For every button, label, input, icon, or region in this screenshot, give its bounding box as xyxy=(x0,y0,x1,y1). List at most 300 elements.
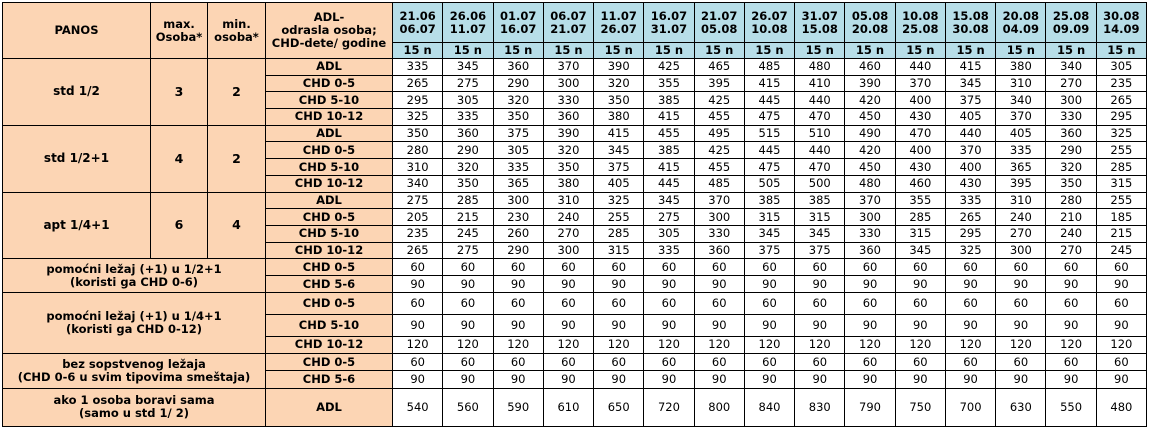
period-nights: 15 n xyxy=(1046,43,1096,59)
price-cell: 90 xyxy=(996,276,1046,293)
price-cell: 505 xyxy=(744,175,794,192)
price-cell: 425 xyxy=(694,142,744,159)
price-cell: 405 xyxy=(594,175,644,192)
price-cell: 345 xyxy=(443,59,493,76)
price-cell: 90 xyxy=(845,315,895,337)
price-cell: 355 xyxy=(644,75,694,92)
price-cell: 60 xyxy=(543,353,593,371)
price-cell: 335 xyxy=(493,159,543,176)
period-from: 15.08 xyxy=(952,8,989,23)
price-cell: 275 xyxy=(393,192,443,209)
price-cell: 315 xyxy=(895,225,945,242)
price-cell: 90 xyxy=(996,371,1046,389)
price-cell: 310 xyxy=(996,192,1046,209)
price-cell: 60 xyxy=(996,293,1046,315)
price-cell: 90 xyxy=(945,371,995,389)
price-cell: 445 xyxy=(644,175,694,192)
price-cell: 400 xyxy=(945,159,995,176)
period-to: 31.07 xyxy=(650,21,688,36)
price-cell: 345 xyxy=(644,192,694,209)
price-cell: 315 xyxy=(1096,175,1146,192)
price-cell: 280 xyxy=(1046,192,1096,209)
price-cell: 60 xyxy=(543,259,593,276)
price-cell: 295 xyxy=(393,92,443,109)
price-cell: 540 xyxy=(393,388,443,426)
period-from: 05.08 xyxy=(851,8,889,23)
price-cell: 280 xyxy=(393,142,443,159)
price-cell: 90 xyxy=(845,371,895,389)
table-row xyxy=(3,59,1147,76)
price-cell: 90 xyxy=(744,276,794,293)
table-row xyxy=(3,388,1147,426)
price-cell: 60 xyxy=(1096,293,1146,315)
room-type-cell: std 1/2 xyxy=(3,59,151,126)
price-cell: 330 xyxy=(694,225,744,242)
price-cell: 390 xyxy=(543,125,593,142)
price-cell: 240 xyxy=(996,209,1046,226)
period-nights: 15 n xyxy=(543,43,593,59)
price-cell: 60 xyxy=(443,353,493,371)
price-cell: 90 xyxy=(493,371,543,389)
category-cell: CHD 0-5 xyxy=(266,293,393,315)
price-cell: 485 xyxy=(694,175,744,192)
price-cell: 90 xyxy=(996,315,1046,337)
price-cell: 60 xyxy=(845,293,895,315)
price-cell: 485 xyxy=(744,59,794,76)
category-cell: CHD 10-12 xyxy=(266,242,393,259)
extra-label-line: (koristi ga CHD 0-6) xyxy=(69,274,199,289)
period-to: 10.08 xyxy=(751,21,788,36)
period-to: 16.07 xyxy=(499,21,537,36)
price-cell: 60 xyxy=(895,293,945,315)
price-cell: 375 xyxy=(744,242,794,259)
price-cell: 300 xyxy=(1046,92,1096,109)
price-cell: 410 xyxy=(795,75,845,92)
price-cell: 90 xyxy=(795,276,845,293)
price-cell: 400 xyxy=(895,142,945,159)
period-dates xyxy=(443,3,493,43)
room-type-cell: apt 1/4+1 xyxy=(3,192,151,259)
price-cell: 630 xyxy=(996,388,1046,426)
price-cell: 360 xyxy=(845,242,895,259)
price-cell: 300 xyxy=(493,192,543,209)
price-cell: 345 xyxy=(795,225,845,242)
price-cell: 415 xyxy=(594,125,644,142)
period-from: 26.07 xyxy=(751,8,788,23)
price-cell: 230 xyxy=(493,209,543,226)
price-cell: 405 xyxy=(996,125,1046,142)
price-cell: 245 xyxy=(1096,242,1146,259)
price-cell: 90 xyxy=(694,371,744,389)
price-cell: 90 xyxy=(1046,371,1096,389)
price-cell: 590 xyxy=(493,388,543,426)
price-cell: 420 xyxy=(845,142,895,159)
price-cell: 370 xyxy=(543,59,593,76)
price-cell: 320 xyxy=(493,92,543,109)
price-cell: 500 xyxy=(795,175,845,192)
price-cell: 310 xyxy=(393,159,443,176)
extra-label-line: (koristi ga CHD 0-12) xyxy=(65,322,203,336)
price-cell: 60 xyxy=(895,353,945,371)
price-cell: 60 xyxy=(493,259,543,276)
price-cell: 430 xyxy=(945,175,995,192)
price-cell: 510 xyxy=(795,125,845,142)
price-cell: 385 xyxy=(644,92,694,109)
price-cell: 270 xyxy=(996,225,1046,242)
category-cell: CHD 10-12 xyxy=(266,109,393,126)
price-cell: 90 xyxy=(1096,276,1146,293)
price-cell: 385 xyxy=(795,192,845,209)
price-cell: 60 xyxy=(493,293,543,315)
price-cell: 375 xyxy=(795,242,845,259)
category-cell: CHD 0-5 xyxy=(266,75,393,92)
price-cell: 290 xyxy=(1046,142,1096,159)
price-cell: 480 xyxy=(1096,388,1146,426)
price-cell: 470 xyxy=(895,125,945,142)
price-cell: 255 xyxy=(594,209,644,226)
category-cell: CHD 5-10 xyxy=(266,92,393,109)
price-cell: 290 xyxy=(493,75,543,92)
period-from: 06.07 xyxy=(550,8,587,23)
price-cell: 90 xyxy=(744,371,794,389)
price-cell: 290 xyxy=(493,242,543,259)
price-cell: 60 xyxy=(1046,293,1096,315)
period-to: 30.08 xyxy=(952,21,989,36)
price-cell: 120 xyxy=(845,336,895,353)
price-cell: 90 xyxy=(795,371,845,389)
period-to: 21.07 xyxy=(550,21,587,36)
price-cell: 415 xyxy=(644,159,694,176)
price-cell: 360 xyxy=(443,125,493,142)
price-cell: 60 xyxy=(543,293,593,315)
price-cell: 285 xyxy=(1096,159,1146,176)
price-cell: 60 xyxy=(694,353,744,371)
price-cell: 120 xyxy=(393,336,443,353)
category-cell: CHD 0-5 xyxy=(266,209,393,226)
period-from: 10.08 xyxy=(902,8,939,23)
price-cell: 205 xyxy=(393,209,443,226)
price-cell: 320 xyxy=(543,142,593,159)
header-row xyxy=(3,3,1147,43)
price-cell: 285 xyxy=(895,209,945,226)
header-category-line: CHD-dete/ godine xyxy=(271,35,387,50)
price-cell: 380 xyxy=(543,175,593,192)
extra-label-line: ako 1 osoba boravi sama xyxy=(53,393,215,408)
price-cell: 375 xyxy=(594,159,644,176)
room-type-cell: std 1/2+1 xyxy=(3,125,151,192)
price-cell: 90 xyxy=(594,315,644,337)
price-cell: 120 xyxy=(694,336,744,353)
price-cell: 470 xyxy=(795,159,845,176)
price-cell: 285 xyxy=(594,225,644,242)
table-row xyxy=(3,192,1147,209)
price-cell: 90 xyxy=(694,276,744,293)
price-cell: 450 xyxy=(845,109,895,126)
category-cell: ADL xyxy=(266,125,393,142)
price-cell: 185 xyxy=(1096,209,1146,226)
price-cell: 420 xyxy=(845,92,895,109)
price-cell: 455 xyxy=(644,125,694,142)
price-cell: 345 xyxy=(945,75,995,92)
price-cell: 235 xyxy=(393,225,443,242)
price-cell: 550 xyxy=(1046,388,1096,426)
price-cell: 455 xyxy=(694,159,744,176)
price-cell: 90 xyxy=(895,371,945,389)
price-cell: 60 xyxy=(493,353,543,371)
price-cell: 415 xyxy=(744,75,794,92)
price-cell: 305 xyxy=(443,92,493,109)
price-cell: 395 xyxy=(694,75,744,92)
period-from: 11.07 xyxy=(600,8,637,23)
price-cell: 90 xyxy=(393,315,443,337)
price-cell: 90 xyxy=(845,276,895,293)
header-max-line: max. xyxy=(163,16,195,31)
price-cell: 275 xyxy=(644,209,694,226)
price-cell: 60 xyxy=(744,293,794,315)
category-cell: CHD 0-5 xyxy=(266,353,393,371)
price-cell: 450 xyxy=(845,159,895,176)
category-cell: CHD 5-10 xyxy=(266,315,393,337)
price-cell: 265 xyxy=(393,75,443,92)
price-cell: 60 xyxy=(1046,259,1096,276)
price-cell: 265 xyxy=(1096,92,1146,109)
price-cell: 350 xyxy=(1046,175,1096,192)
category-cell: CHD 5-6 xyxy=(266,371,393,389)
max-persons-cell: 6 xyxy=(151,192,208,259)
price-cell: 325 xyxy=(1096,125,1146,142)
extra-label-line: pomoćni ležaj (+1) u 1/2+1 xyxy=(46,261,222,276)
category-cell: CHD 0-5 xyxy=(266,142,393,159)
price-cell: 315 xyxy=(594,242,644,259)
period-nights: 15 n xyxy=(895,43,945,59)
price-cell: 440 xyxy=(795,92,845,109)
price-cell: 325 xyxy=(945,242,995,259)
period-to: 06.07 xyxy=(399,21,436,36)
price-cell: 315 xyxy=(795,209,845,226)
price-cell: 515 xyxy=(744,125,794,142)
period-nights: 15 n xyxy=(443,43,493,59)
price-cell: 270 xyxy=(543,225,593,242)
period-nights: 15 n xyxy=(644,43,694,59)
price-cell: 445 xyxy=(744,92,794,109)
price-cell: 60 xyxy=(795,353,845,371)
max-persons-cell: 3 xyxy=(151,59,208,126)
price-cell: 60 xyxy=(443,259,493,276)
price-cell: 360 xyxy=(1046,125,1096,142)
category-cell: ADL xyxy=(266,388,393,426)
period-dates xyxy=(996,3,1046,43)
period-dates xyxy=(493,3,543,43)
price-cell: 335 xyxy=(443,109,493,126)
price-cell: 60 xyxy=(945,259,995,276)
price-cell: 90 xyxy=(443,315,493,337)
category-cell: ADL xyxy=(266,192,393,209)
category-cell: CHD 5-6 xyxy=(266,276,393,293)
price-cell: 120 xyxy=(744,336,794,353)
price-cell: 610 xyxy=(543,388,593,426)
price-cell: 390 xyxy=(845,75,895,92)
price-cell: 385 xyxy=(744,192,794,209)
period-nights: 15 n xyxy=(795,43,845,59)
price-cell: 285 xyxy=(443,192,493,209)
price-cell: 90 xyxy=(644,276,694,293)
period-dates xyxy=(694,3,744,43)
table-row xyxy=(3,293,1147,315)
period-nights: 15 n xyxy=(845,43,895,59)
price-cell: 325 xyxy=(393,109,443,126)
price-cell: 90 xyxy=(594,276,644,293)
price-cell: 90 xyxy=(1046,276,1096,293)
period-dates xyxy=(895,3,945,43)
price-cell: 300 xyxy=(845,209,895,226)
price-cell: 60 xyxy=(845,259,895,276)
category-cell: CHD 0-5 xyxy=(266,259,393,276)
price-cell: 60 xyxy=(644,259,694,276)
price-cell: 270 xyxy=(1046,75,1096,92)
price-cell: 120 xyxy=(493,336,543,353)
period-dates xyxy=(594,3,644,43)
price-cell: 345 xyxy=(744,225,794,242)
price-cell: 235 xyxy=(1096,75,1146,92)
period-dates xyxy=(795,3,845,43)
price-cell: 300 xyxy=(694,209,744,226)
price-cell: 345 xyxy=(895,242,945,259)
period-nights: 15 n xyxy=(1096,43,1146,59)
price-cell: 120 xyxy=(996,336,1046,353)
price-cell: 305 xyxy=(1096,59,1146,76)
price-cell: 750 xyxy=(895,388,945,426)
price-cell: 305 xyxy=(493,142,543,159)
period-to: 11.07 xyxy=(449,21,487,36)
price-cell: 430 xyxy=(895,159,945,176)
category-cell: CHD 5-10 xyxy=(266,159,393,176)
period-nights: 15 n xyxy=(996,43,1046,59)
price-cell: 90 xyxy=(543,315,593,337)
min-persons-cell: 2 xyxy=(208,125,266,192)
price-cell: 425 xyxy=(644,59,694,76)
min-persons-cell: 2 xyxy=(208,59,266,126)
extra-label-line: (samo u std 1/ 2) xyxy=(79,406,189,421)
price-cell: 270 xyxy=(1046,242,1096,259)
price-cell: 380 xyxy=(594,109,644,126)
price-cell: 60 xyxy=(1046,353,1096,371)
period-to: 05.08 xyxy=(701,21,738,36)
period-to: 04.09 xyxy=(1002,21,1040,36)
price-cell: 345 xyxy=(594,142,644,159)
price-cell: 370 xyxy=(694,192,744,209)
period-from: 20.08 xyxy=(1002,8,1040,23)
period-dates xyxy=(845,3,895,43)
price-cell: 370 xyxy=(945,142,995,159)
period-to: 09.09 xyxy=(1052,21,1090,36)
price-cell: 275 xyxy=(443,75,493,92)
header-category-line: odrasla osoba; xyxy=(281,23,377,38)
price-cell: 90 xyxy=(443,371,493,389)
period-from: 16.07 xyxy=(650,8,688,23)
price-cell: 60 xyxy=(795,293,845,315)
period-dates xyxy=(393,3,443,43)
price-cell: 120 xyxy=(795,336,845,353)
price-cell: 790 xyxy=(845,388,895,426)
price-cell: 300 xyxy=(996,242,1046,259)
price-cell: 60 xyxy=(393,293,443,315)
price-cell: 390 xyxy=(594,59,644,76)
price-cell: 460 xyxy=(845,59,895,76)
price-cell: 60 xyxy=(694,293,744,315)
header-max-persons xyxy=(151,3,208,59)
price-cell: 60 xyxy=(694,259,744,276)
price-cell: 350 xyxy=(594,92,644,109)
price-cell: 325 xyxy=(594,192,644,209)
price-cell: 370 xyxy=(845,192,895,209)
period-nights: 15 n xyxy=(694,43,744,59)
price-cell: 120 xyxy=(644,336,694,353)
price-cell: 475 xyxy=(744,109,794,126)
price-cell: 90 xyxy=(443,276,493,293)
period-dates xyxy=(1096,3,1146,43)
table-row xyxy=(3,259,1147,276)
price-cell: 275 xyxy=(443,242,493,259)
price-cell: 120 xyxy=(1046,336,1096,353)
price-cell: 60 xyxy=(594,259,644,276)
price-cell: 60 xyxy=(895,259,945,276)
price-cell: 120 xyxy=(543,336,593,353)
category-cell: ADL xyxy=(266,59,393,76)
price-cell: 295 xyxy=(945,225,995,242)
price-cell: 375 xyxy=(493,125,543,142)
period-nights: 15 n xyxy=(945,43,995,59)
price-cell: 245 xyxy=(443,225,493,242)
price-cell: 415 xyxy=(945,59,995,76)
price-cell: 460 xyxy=(895,175,945,192)
price-cell: 60 xyxy=(1096,259,1146,276)
period-from: 30.08 xyxy=(1103,8,1140,23)
price-cell: 380 xyxy=(996,59,1046,76)
price-cell: 830 xyxy=(795,388,845,426)
price-cell: 445 xyxy=(744,142,794,159)
price-cell: 60 xyxy=(744,353,794,371)
price-cell: 260 xyxy=(493,225,543,242)
price-cell: 290 xyxy=(443,142,493,159)
period-nights: 15 n xyxy=(594,43,644,59)
price-cell: 440 xyxy=(795,142,845,159)
price-cell: 320 xyxy=(594,75,644,92)
price-cell: 60 xyxy=(594,293,644,315)
price-cell: 60 xyxy=(393,353,443,371)
min-persons-cell: 4 xyxy=(208,192,266,259)
period-nights: 15 n xyxy=(393,43,443,59)
price-cell: 720 xyxy=(644,388,694,426)
price-cell: 90 xyxy=(493,276,543,293)
price-cell: 300 xyxy=(543,75,593,92)
price-cell: 335 xyxy=(945,192,995,209)
period-dates xyxy=(543,3,593,43)
price-cell: 295 xyxy=(1096,109,1146,126)
price-cell: 90 xyxy=(594,371,644,389)
period-dates xyxy=(644,3,694,43)
price-cell: 335 xyxy=(644,242,694,259)
price-cell: 90 xyxy=(945,315,995,337)
price-cell: 60 xyxy=(644,353,694,371)
price-cell: 90 xyxy=(744,315,794,337)
header-min-line: osoba* xyxy=(214,29,259,44)
extra-label-line: bez sopstvenog ležaja xyxy=(62,356,206,371)
period-from: 21.07 xyxy=(701,8,738,23)
price-cell: 340 xyxy=(393,175,443,192)
price-cell: 375 xyxy=(945,92,995,109)
price-cell: 310 xyxy=(543,192,593,209)
price-cell: 120 xyxy=(594,336,644,353)
